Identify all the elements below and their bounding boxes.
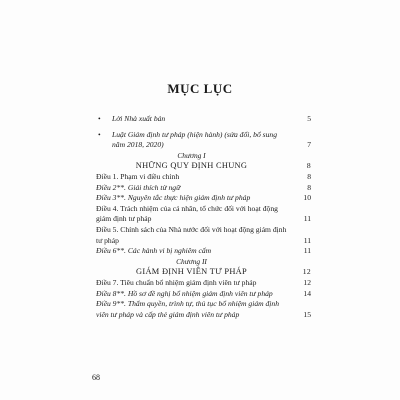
article-title: Chính sách của Nhà nước đối với hoạt động giám định tư pháp [96, 224, 287, 245]
toc-entry-text: Lời Nhà xuất bản [112, 114, 166, 123]
article-title: Hồ sơ đề nghị bổ nhiệm giám định viên tư pháp [127, 288, 273, 298]
article-title: Trách nhiệm của cá nhân, tổ chức đối với hoạt động giám định tư pháp [96, 203, 278, 224]
toc-entry-article-6[interactable] [96, 246, 311, 257]
article-title: Giải thích từ ngữ [127, 182, 181, 192]
article-label: Điều 9**. [96, 299, 126, 309]
article-title: Tiêu chuẩn bổ nhiệm giám định viên tư pháp [120, 277, 257, 287]
toc-page-number: 12 [303, 277, 311, 287]
toc-page-number: 8 [306, 161, 311, 171]
chapter-1-title[interactable] [96, 161, 311, 172]
article-title: Phạm vi điều chỉnh [120, 171, 180, 181]
page-title: MỤC LỤC [167, 81, 233, 96]
toc-page-number: 11 [303, 246, 311, 256]
toc-entry-article-8[interactable] [96, 289, 311, 300]
chapter-title-text: NHỮNG QUY ĐỊNH CHUNG [135, 161, 248, 171]
toc-page-number: 15 [303, 309, 311, 319]
article-label: Điều 8**. [96, 288, 126, 298]
toc-page-number: 14 [303, 288, 311, 298]
article-label: Điều 7. [96, 277, 119, 287]
article-title: Các hành vi bị nghiêm cấm [127, 246, 212, 256]
article-label: Điều 4. [96, 203, 119, 213]
toc-page-number: 10 [303, 193, 311, 203]
bullet-icon: • [98, 129, 101, 139]
toc-page-number: 12 [302, 267, 311, 277]
toc-entry-law[interactable] [96, 130, 311, 151]
toc-page-number: 5 [307, 114, 311, 123]
toc-page-number: 11 [303, 214, 311, 224]
article-label: Điều 2**. [96, 182, 126, 192]
article-label: Điều 1. [96, 171, 119, 181]
article-label: Điều 3**. [96, 193, 126, 203]
toc-entry-text: Luật Giám định tư pháp (hiện hành) (sửa đổi, bổ sung năm 2018, 2020) [112, 129, 278, 150]
table-of-contents [96, 114, 311, 320]
chapter-2-title[interactable] [96, 267, 311, 278]
toc-entry-article-9[interactable] [96, 299, 311, 320]
chapter-title-text: GIÁM ĐỊNH VIÊN TƯ PHÁP [136, 267, 247, 277]
article-label: Điều 6**. [96, 246, 126, 256]
article-title: Thẩm quyền, trình tự, thủ tục bổ nhiệm giám định viên tư pháp và cấp thẻ giám định viên tư pháp [96, 299, 280, 319]
page-number-footer: 68 [92, 373, 100, 382]
toc-entry-article-2[interactable] [96, 183, 311, 194]
toc-page-number: 8 [307, 182, 311, 192]
toc-entry-article-4[interactable] [96, 204, 311, 225]
toc-entry-article-5[interactable] [96, 225, 311, 246]
article-title: Nguyên tắc thực hiện giám định tư pháp [127, 193, 251, 203]
toc-entry-publisher-note[interactable] [96, 114, 311, 125]
toc-entry-article-1[interactable] [96, 172, 311, 183]
toc-page-number: 11 [303, 235, 311, 245]
toc-page-number: 7 [307, 140, 311, 150]
toc-entry-article-7[interactable] [96, 278, 311, 289]
toc-entry-article-3[interactable] [96, 193, 311, 204]
chapter-2-label: Chương II [176, 256, 207, 266]
bullet-icon: • [98, 114, 101, 123]
chapter-1-label: Chương I [177, 150, 206, 160]
toc-page-number: 8 [307, 171, 311, 181]
article-label: Điều 5. [96, 224, 119, 234]
